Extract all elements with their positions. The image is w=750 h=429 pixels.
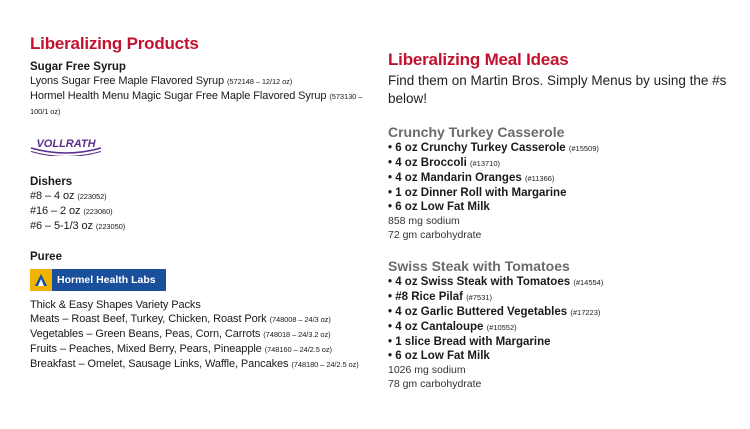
syrup-item: Lyons Sugar Free Maple Flavored Syrup (572148 – 12/12 oz) xyxy=(30,75,293,87)
meal-item: • 1 slice Bread with Margarine xyxy=(388,336,551,348)
meal-item: • 4 oz Mandarin Oranges (#11366) xyxy=(388,172,555,184)
products-title: Liberalizing Products xyxy=(30,34,199,53)
hormel-mark-icon xyxy=(30,269,52,291)
meal-ideas-title: Liberalizing Meal Ideas xyxy=(388,50,569,69)
disher-item: #16 – 2 oz (223060) xyxy=(30,205,113,217)
meal-ideas-subtitle: Find them on Martin Bros. Simply Menus by using the #s below! xyxy=(388,73,727,106)
meal-item: • #8 Rice Pilaf (#7531) xyxy=(388,291,493,303)
puree-item: Breakfast – Omelet, Sausage Links, Waffle, Pancakes (748180 – 24/2.5 oz) xyxy=(30,358,359,370)
syrup-heading: Sugar Free Syrup xyxy=(30,61,126,73)
syrup-item: Hormel Health Menu Magic Sugar Free Maple Flavored Syrup (573130 – 100/1 oz) xyxy=(30,90,363,116)
puree-heading: Puree xyxy=(30,251,62,263)
carbohydrate-value: 72 gm carbohydrate xyxy=(388,229,482,241)
meal-item: • 1 oz Dinner Roll with Margarine xyxy=(388,187,567,199)
meal-item: • 6 oz Low Fat Milk xyxy=(388,201,490,213)
sodium-value: 858 mg sodium xyxy=(388,215,460,227)
meal-title: Crunchy Turkey Casserole xyxy=(388,124,565,140)
carbohydrate-value: 78 gm carbohydrate xyxy=(388,378,482,390)
puree-item: Meats – Roast Beef, Turkey, Chicken, Roast Pork (748008 – 24/3 oz) xyxy=(30,313,331,325)
puree-item: Vegetables – Green Beans, Peas, Corn, Carrots (748018 – 24/3.2 oz) xyxy=(30,328,331,340)
meal-item: • 4 oz Garlic Buttered Vegetables (#17223) xyxy=(388,306,601,318)
meal-title: Swiss Steak with Tomatoes xyxy=(388,258,570,274)
disher-item: #6 – 5-1/3 oz (223050) xyxy=(30,220,126,232)
meal-item: • 6 oz Low Fat Milk xyxy=(388,350,490,362)
meal-ideas-column xyxy=(388,50,728,391)
meal-item: • 4 oz Cantaloupe (#10552) xyxy=(388,321,517,333)
puree-item: Fruits – Peaches, Mixed Berry, Pears, Pineapple (748160 – 24/2.5 oz) xyxy=(30,343,332,355)
puree-subheading: Thick & Easy Shapes Variety Packs xyxy=(30,299,201,311)
dishers-heading: Dishers xyxy=(30,176,73,188)
hormel-logo-text: Hormel Health Labs xyxy=(52,269,166,291)
meal-item: • 4 oz Swiss Steak with Tomatoes (#14554) xyxy=(388,276,604,288)
products-column xyxy=(30,34,370,372)
sodium-value: 1026 mg sodium xyxy=(388,364,466,376)
disher-item: #8 – 4 oz (223052) xyxy=(30,190,107,202)
svg-text:VOLLRATH: VOLLRATH xyxy=(36,138,96,150)
vollrath-logo xyxy=(30,134,102,156)
meal-item: • 6 oz Crunchy Turkey Casserole (#15509) xyxy=(388,142,599,154)
hormel-health-labs-logo xyxy=(30,269,166,291)
meal-item: • 4 oz Broccoli (#13710) xyxy=(388,157,501,169)
